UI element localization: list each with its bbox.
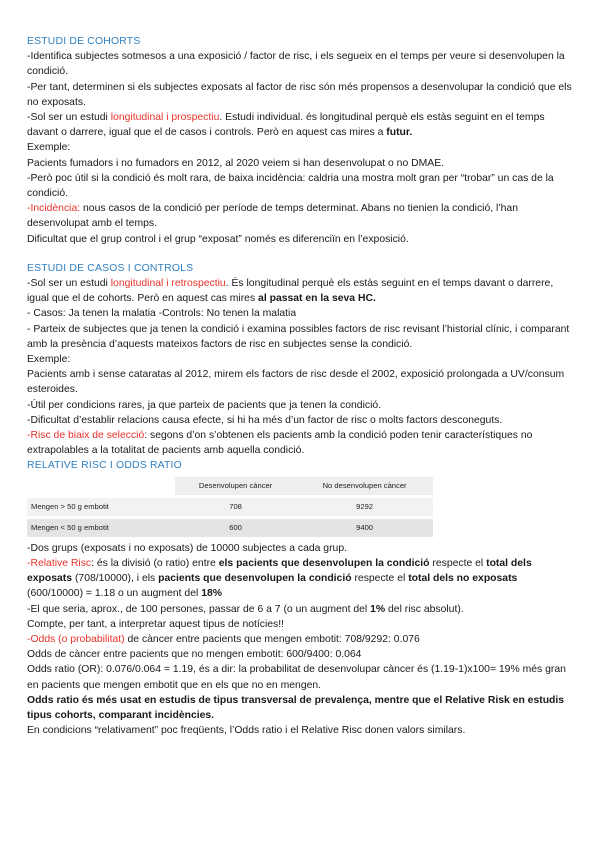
- casos-example-1: Pacients amb i sense cataratas al 2012, mirem els factors de risc desde el 2002, exposició prolongada a UV/consum esteroides.: [27, 369, 565, 396]
- rr-compte: Compte, per tant, a interpretar aquest tipus de notícies!!: [27, 618, 285, 630]
- cell-value: 600: [175, 519, 296, 537]
- rr-table-header-1: Desenvolupen càncer: [175, 477, 296, 495]
- table-row: [27, 519, 433, 537]
- casos-line-1: -Sol ser un estudi longitudinal i retrospectiu. És longitudinal perquè els estàs seguint en el temps davant o darrere, igual que el de cohorts. Però en aquest cas mires al passat en la seva HC.: [27, 278, 554, 305]
- cohorts-line-3: -Sol ser un estudi longitudinal i prospectiu. Estudi individual. és longitudinal perquè els estàs seguint en el temps davant o darrere, igual que el de casos i controls. Però en aquest cas mires a futur.: [27, 112, 545, 139]
- cell-value: 708: [175, 498, 296, 516]
- incidencia-definition: -Incidència: nous casos de la condició per període de temps determinat. Abans no tienien la condició, l’han desenvolupat amb el temps.: [27, 203, 518, 230]
- rr-table-corner: [27, 477, 175, 495]
- relative-risc-definition: -Relative Risc: és la divisió (o ratio) entre els pacients que desenvolupen la condició respecte el total dels exposats (708/10000), i els pacients que desenvolupen la condició respecte el total dels no exposats (600/10000) = 1.18 o un augment del 18%: [27, 557, 532, 600]
- casos-line-3: - Parteix de subjectes que ja tenen la condició i examina possibles factors de risc revisant l’historial clínic, i comparant amb la presència d’aquests mateixos factors de risc en subjectes sense la condició.: [27, 323, 570, 350]
- rr-table-header-2: No desenvolupen càncer: [296, 477, 433, 495]
- document-page: [27, 34, 575, 738]
- cohorts-dificultat: Dificultat que el grup control i el grup “exposat” només es diferenciïn en l’exposició.: [27, 233, 409, 245]
- rr-conclusion: En condicions “relativament” poc freqüents, l’Odds ratio i el Relative Risc donen valors similars.: [27, 725, 466, 737]
- odds-ratio-calc: Odds ratio (OR): 0.076/0.064 = 1.19, és a dir: la probabilitat de desenvolupar càncer és (1.19-1)x100= 19% més gran en pacients que mengen embotit que en els que no en mengen.: [27, 664, 566, 691]
- cohorts-line-1: -Identifica subjectes sotmesos a una exposició / factor de risc, i els segueix en el temps per veure si desenvolupen la condició.: [27, 51, 565, 78]
- row-label: Mengen < 50 g embotit: [27, 519, 175, 537]
- cohorts-example-1: Pacients fumadors i no fumadors en 2012, al 2020 veiem si han desenvolupat o no DMAE.: [27, 157, 445, 169]
- cohorts-exemple-label: Exemple:: [27, 142, 71, 154]
- biaix-seleccio: -Risc de biaix de selecció: segons d’on s’obtenen els pacients amb la condició poden tenir característiques no extrapolables a la totalitat de pacients amb aquella condició.: [27, 430, 533, 457]
- odds-ratio-summary: Odds ratio és més usat en estudis de tipus transversal de prevalença, mentre que el Relative Risk en estudis tipus cohorts, comparant incidències.: [27, 694, 565, 721]
- casos-dificultat: -Dificultat d’establir relacions causa efecte, si hi ha més d’un factor de risc o molts factors desconeguts.: [27, 414, 503, 426]
- odds-no-embotit: Odds de càncer entre pacients que no mengen embotit: 600/9400: 0.064: [27, 649, 362, 661]
- longitudinal-prospectiu-text: longitudinal i prospectiu: [110, 112, 220, 124]
- cohorts-line-2: -Per tant, determinen si els subjectes exposats al factor de risc són més propensos a desenvolupar la condició que els no exposats.: [27, 81, 572, 108]
- cohorts-heading: ESTUDI DE COHORTS: [27, 36, 141, 47]
- table-row: [27, 498, 433, 516]
- casos-exemple-label: Exemple:: [27, 354, 71, 366]
- longitudinal-retrospectiu-text: longitudinal i retrospectiu: [110, 278, 226, 290]
- casos-line-2: - Casos: Ja tenen la malatia -Controls: No tenen la malatia: [27, 308, 297, 320]
- rr-el-que-seria: -El que seria, aprox., de 100 persones, passar de 6 a 7 (o un augment del 1% del risc absolut).: [27, 603, 464, 615]
- rr-dos-grups: -Dos grups (exposats i no exposats) de 10000 subjectes a cada grup.: [27, 542, 347, 554]
- cohorts-example-2: -Però poc útil si la condició és molt rara, de baixa incidència: caldria una mostra molt gran per “trobar” un cas de la condició.: [27, 172, 554, 200]
- rr-table: [27, 477, 433, 537]
- casos-heading: ESTUDI DE CASOS I CONTROLS: [27, 262, 194, 274]
- rr-heading: RELATIVE RISC I ODDS RATIO: [27, 460, 182, 472]
- cell-value: 9292: [296, 498, 433, 516]
- row-label: Mengen > 50 g embotit: [27, 498, 175, 516]
- casos-util: -Útil per condicions rares, ja que parteix de pacients que ja tenen la condició.: [27, 399, 382, 411]
- odds-definition: -Odds (o probabilitat) de càncer entre pacients que mengen embotit: 708/9292: 0.076: [27, 633, 420, 645]
- cell-value: 9400: [296, 519, 433, 537]
